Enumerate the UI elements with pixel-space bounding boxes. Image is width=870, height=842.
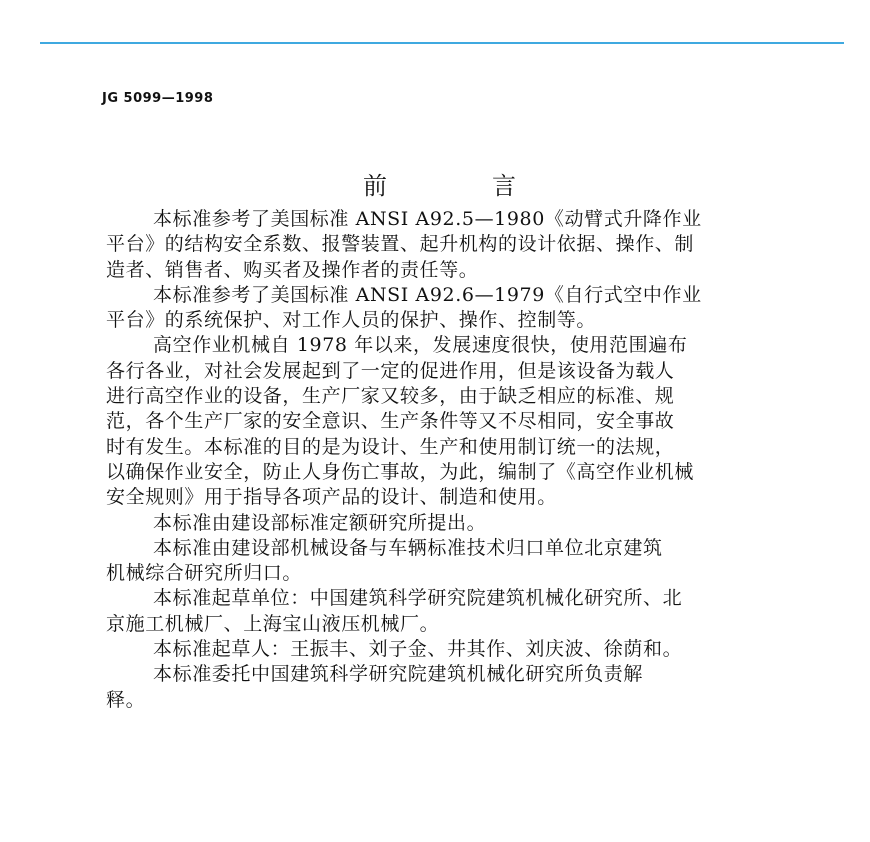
text-line: 平台》的结构安全系数、报警装置、起升机构的设计依据、操作、制 (106, 233, 695, 256)
text-line: 释。 (106, 688, 146, 711)
text-line: 安全规则》用于指导各项产品的设计、制造和使用。 (106, 486, 557, 509)
text-line: 本标准由建设部标准定额研究所提出。 (153, 511, 487, 534)
text-line: 范，各个生产厂家的安全意识、生产条件等又不尽相同，安全事故 (106, 410, 675, 433)
text-line: 本标准起草单位：中国建筑科学研究院建筑机械化研究所、北 (153, 587, 683, 610)
header-rule (40, 42, 844, 44)
standard-number: JG 5099—1998 (102, 91, 214, 106)
text-line: 以确保作业安全，防止人身伤亡事故，为此，编制了《高空作业机械 (106, 460, 695, 483)
text-line: 机械综合研究所归口。 (106, 562, 303, 585)
text-line: 本标准由建设部机械设备与车辆标准技术归口单位北京建筑 (153, 536, 663, 559)
text-line: 平台》的系统保护、对工作人员的保护、操作、控制等。 (106, 309, 597, 332)
text-line: 各行各业，对社会发展起到了一定的促进作用，但是该设备为载人 (106, 359, 675, 382)
text-line: 京施工机械厂、上海宝山液压机械厂。 (106, 612, 440, 635)
text-line: 本标准参考了美国标准 ANSI A92.6—1979《自行式空中作业 (153, 283, 702, 306)
foreword-body (106, 207, 818, 713)
page-title: 前言 (363, 172, 621, 200)
text-line: 本标准参考了美国标准 ANSI A92.5—1980《动臂式升降作业 (153, 208, 702, 230)
text-line: 进行高空作业的设备，生产厂家又较多，由于缺乏相应的标准、规 (106, 385, 675, 408)
text-line: 本标准委托中国建筑科学研究院建筑机械化研究所负责解 (153, 663, 644, 686)
text-line: 高空作业机械自 1978 年以来，发展速度很快，使用范围遍布 (153, 334, 688, 357)
text-line: 造者、销售者、购买者及操作者的责任等。 (106, 258, 479, 281)
text-line: 时有发生。本标准的目的是为设计、生产和使用制订统一的法规， (106, 435, 675, 458)
text-line: 本标准起草人：王振丰、刘子金、井其作、刘庆波、徐荫和。 (153, 638, 683, 661)
